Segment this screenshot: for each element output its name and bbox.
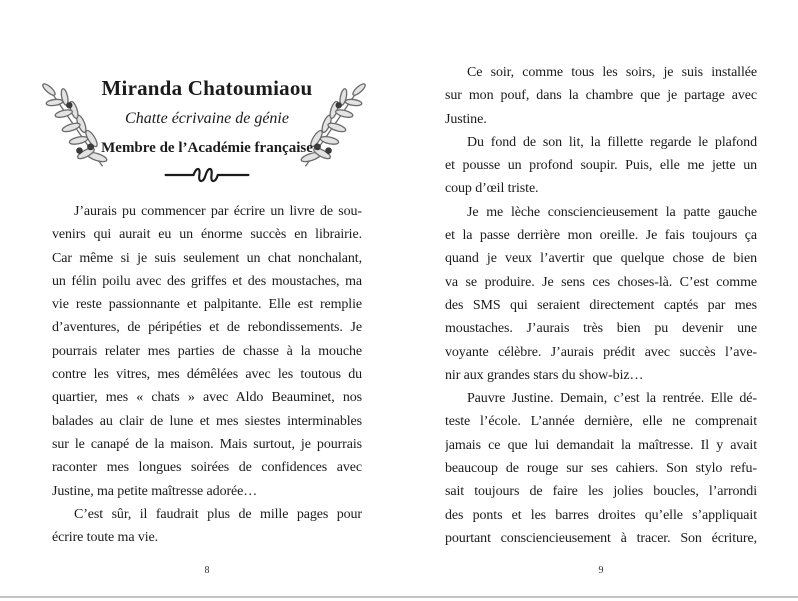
text-line: Justine, ma petite maîtresse adorée…	[52, 483, 258, 499]
text-line: écrire toute ma vie.	[52, 530, 159, 546]
text-line: vie reste passionnante et palpitante. Elle est remplie	[52, 297, 362, 313]
text-line: beaucoup de rouge sur ses cahiers. Son stylo refu-	[445, 461, 757, 477]
text-line: pourtant consciencieusement à tracer. Son écriture,	[445, 530, 757, 546]
text-line: Je me lèche consciencieusement la patte gauche	[467, 204, 757, 220]
bottom-divider	[0, 596, 798, 598]
text-line: voyante célèbre. J’aurais prédit avec succès l’ave-	[445, 344, 757, 360]
text-line: balades au clair de lune et mes siestes interminables	[52, 413, 362, 429]
text-line: J’aurais pu commencer par écrire un livre de sou-	[74, 204, 362, 219]
chapter-title: Miranda Chatoumiaou	[101, 76, 313, 100]
text-line: Pauvre Justine. Demain, c’est la rentrée. Elle dé-	[467, 391, 757, 407]
left-page-text	[52, 200, 362, 549]
page-number-left: 8	[204, 565, 210, 576]
text-line: contre les vitres, mes démêlées avec les toutous du	[52, 367, 362, 383]
text-line: d’aventures, de péripéties et de rebondissements. Je	[52, 320, 362, 336]
chapter-subtitle: Chatte écrivaine de génie	[125, 110, 289, 127]
text-line: un félin poilu avec des griffes et des moustaches, ma	[52, 273, 362, 289]
text-line: nir aux grandes stars du show-biz…	[445, 367, 644, 383]
text-line: quand je veux l’avertir que quelque chose de bien	[445, 251, 757, 267]
text-line: pourrais relater mes parties de chasse à la mouche	[52, 343, 362, 359]
text-line: Du fond de son lit, la fillette regarde le plafond	[467, 134, 757, 150]
squiggle-divider-icon	[52, 166, 362, 189]
text-line: des ponts et les barres droites qu’elle s’appliquait	[445, 507, 757, 523]
text-line: C’est sûr, il faudrait plus de mille pages pour	[74, 506, 362, 522]
page-number-right: 9	[598, 565, 604, 576]
chapter-affiliation: Membre de l’Académie française	[101, 140, 313, 156]
text-line: sur mon pouf, dans la chambre que je partage avec	[445, 88, 757, 104]
text-line: teste l’école. L’année dernière, elle ne comprenait	[445, 414, 757, 430]
text-line: moustaches. J’aurais très bien pu devenir une	[445, 321, 757, 337]
text-line: sait toujours de faire les jolies boucles, l’arrondi	[445, 484, 757, 500]
text-line: jamais ce que lui demandait la maîtresse. Il y avait	[445, 437, 757, 453]
text-line: et la passe derrière mon oreille. Je fais toujours ça	[445, 228, 757, 244]
text-line: va se produire. Je sens ces choses-là. C’est comme	[445, 274, 757, 290]
text-line: Car même si je suis seulement un chat nonchalant,	[52, 250, 362, 266]
text-line: quartier, mes « chats » avec Aldo Beauminet, nos	[52, 390, 362, 406]
right-page-text	[445, 61, 757, 550]
text-line: coup d’œil triste.	[445, 181, 539, 197]
text-line: et pousse un profond soupir. Puis, elle me jette un	[445, 158, 757, 174]
text-line: raconter mes longues soirées de confidences avec	[52, 460, 362, 476]
text-line: des SMS qui seraient directement captés par mes	[445, 297, 757, 313]
text-line: venirs qui aurait eu un énorme succès en librairie.	[52, 227, 362, 243]
text-line: Justine.	[445, 111, 487, 127]
text-line: Ce soir, comme tous les soirs, je suis installée	[467, 65, 757, 80]
text-line: sur le canapé de la maison. Mais surtout, je pourrais	[52, 436, 362, 452]
